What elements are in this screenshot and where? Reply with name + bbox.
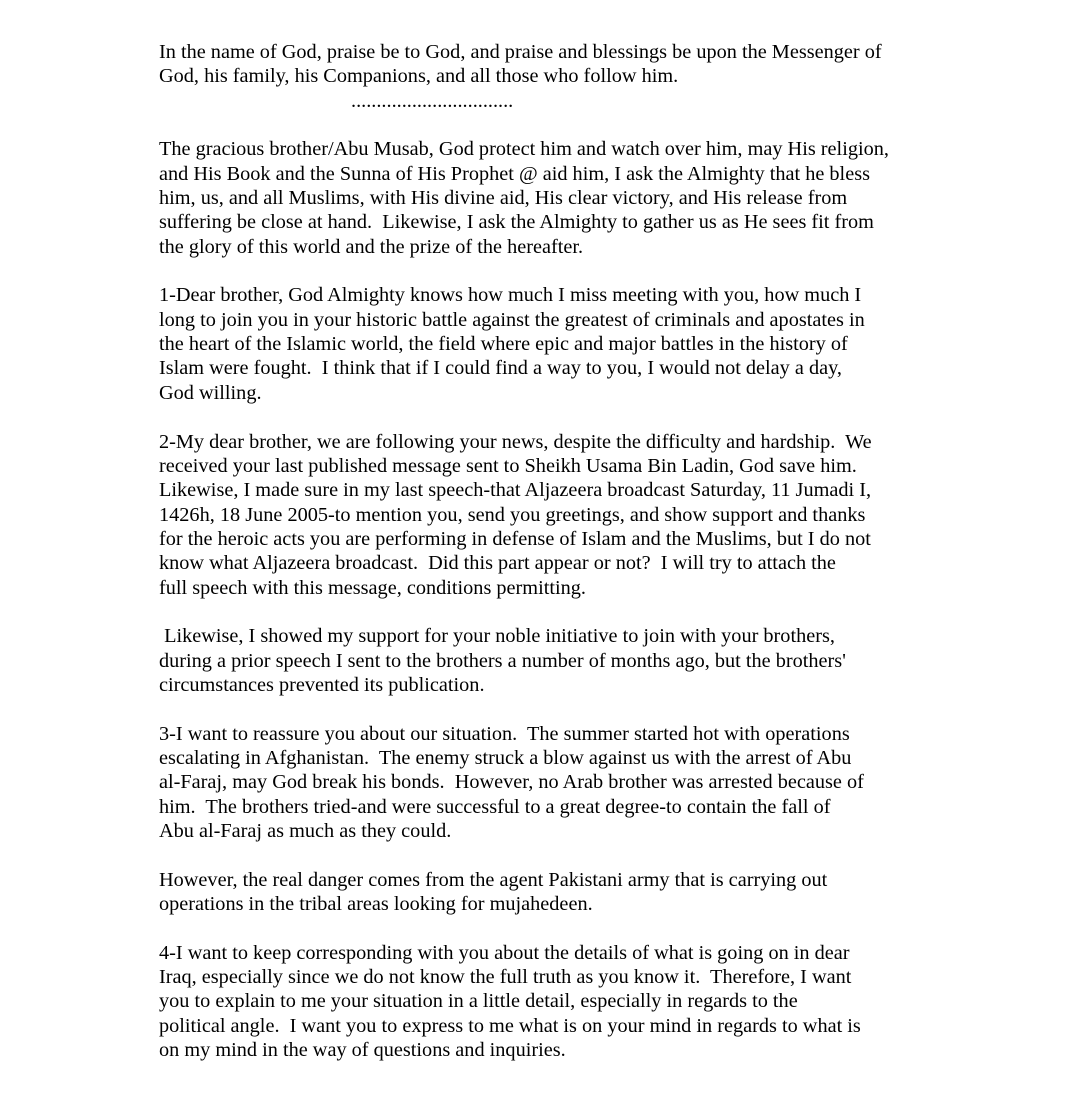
paragraph-gap xyxy=(159,259,939,283)
text-line: and His Book and the Sunna of His Prophet @ aid him, I ask the Almighty that he bless xyxy=(159,162,870,185)
text-line: you to explain to me your situation in a little detail, especially in regards to the xyxy=(159,990,798,1013)
text-line: 3-I want to reassure you about our situation. The summer started hot with operations xyxy=(159,722,850,745)
text-line: circumstances prevented its publication. xyxy=(159,673,485,696)
text-line: suffering be close at hand. Likewise, I ask the Almighty to gather us as He sees fit from xyxy=(159,211,874,234)
text-line: full speech with this message, conditions permitting. xyxy=(159,576,586,599)
text-line: escalating in Afghanistan. The enemy struck a blow against us with the arrest of Abu xyxy=(159,746,852,769)
text-line: the heart of the Islamic world, the field where epic and major battles in the history of xyxy=(159,333,848,356)
text-line: 1-Dear brother, God Almighty knows how much I miss meeting with you, how much I xyxy=(159,284,862,307)
text-line: during a prior speech I sent to the brothers a number of months ago, but the brothers' xyxy=(159,649,846,672)
paragraph-gap xyxy=(159,916,939,940)
text-line: him. The brothers tried-and were successful to a great degree-to contain the fall of xyxy=(159,795,831,818)
text-line: God, his family, his Companions, and all those who follow him. xyxy=(159,65,679,88)
text-line: 1426h, 18 June 2005-to mention you, send you greetings, and show support and thanks xyxy=(159,503,866,526)
paragraph-gap xyxy=(159,600,939,624)
support-paragraph xyxy=(159,624,939,697)
paragraph-gap xyxy=(159,113,939,137)
text-line: Islam were fought. I think that if I could find a way to you, I would not delay a day, xyxy=(159,357,843,380)
text-line: him, us, and all Muslims, with His divine aid, His clear victory, and His release from xyxy=(159,187,848,210)
danger-paragraph xyxy=(159,868,939,917)
document-page xyxy=(159,40,939,1062)
text-line: operations in the tribal areas looking for mujahedeen. xyxy=(159,893,593,916)
text-line: However, the real danger comes from the agent Pakistani army that is carrying out xyxy=(159,868,828,891)
text-line: In the name of God, praise be to God, and praise and blessings be upon the Messenger of xyxy=(159,41,882,63)
text-line: Likewise, I showed my support for your noble initiative to join with your brothers, xyxy=(159,625,835,648)
point-4-paragraph xyxy=(159,941,939,1063)
text-line: long to join you in your historic battle against the greatest of criminals and apostates in xyxy=(159,308,865,331)
text-line: on my mind in the way of questions and inquiries. xyxy=(159,1039,566,1062)
greeting-paragraph xyxy=(159,137,939,259)
paragraph-gap xyxy=(159,697,939,721)
opening-paragraph xyxy=(159,40,939,89)
text-line: al-Faraj, may God break his bonds. However, no Arab brother was arrested because of xyxy=(159,771,864,794)
text-line: political angle. I want you to express to me what is on your mind in regards to what is xyxy=(159,1014,861,1037)
text-line: Likewise, I made sure in my last speech-that Aljazeera broadcast Saturday, 11 Jumadi I, xyxy=(159,479,872,502)
separator-dots: ................................ xyxy=(351,89,514,112)
text-line: know what Aljazeera broadcast. Did this part appear or not? I will try to attach the xyxy=(159,552,836,575)
text-line: God willing. xyxy=(159,381,262,404)
text-line: received your last published message sent to Sheikh Usama Bin Ladin, God save him. xyxy=(159,454,857,477)
point-2-paragraph xyxy=(159,430,939,600)
text-line: 4-I want to keep corresponding with you about the details of what is going on in dear xyxy=(159,941,850,964)
text-line: Iraq, especially since we do not know the full truth as you know it. Therefore, I want xyxy=(159,966,852,989)
text-line: 2-My dear brother, we are following your news, despite the difficulty and hardship. We xyxy=(159,430,872,453)
point-1-paragraph xyxy=(159,283,939,405)
text-line: The gracious brother/Abu Musab, God protect him and watch over him, may His religion, xyxy=(159,138,889,161)
text-line: for the heroic acts you are performing in defense of Islam and the Muslims, but I do not xyxy=(159,527,871,550)
paragraph-gap xyxy=(159,405,939,429)
point-3-paragraph xyxy=(159,722,939,844)
text-line: the glory of this world and the prize of the hereafter. xyxy=(159,235,584,258)
text-line: Abu al-Faraj as much as they could. xyxy=(159,820,452,842)
paragraph-gap xyxy=(159,843,939,867)
